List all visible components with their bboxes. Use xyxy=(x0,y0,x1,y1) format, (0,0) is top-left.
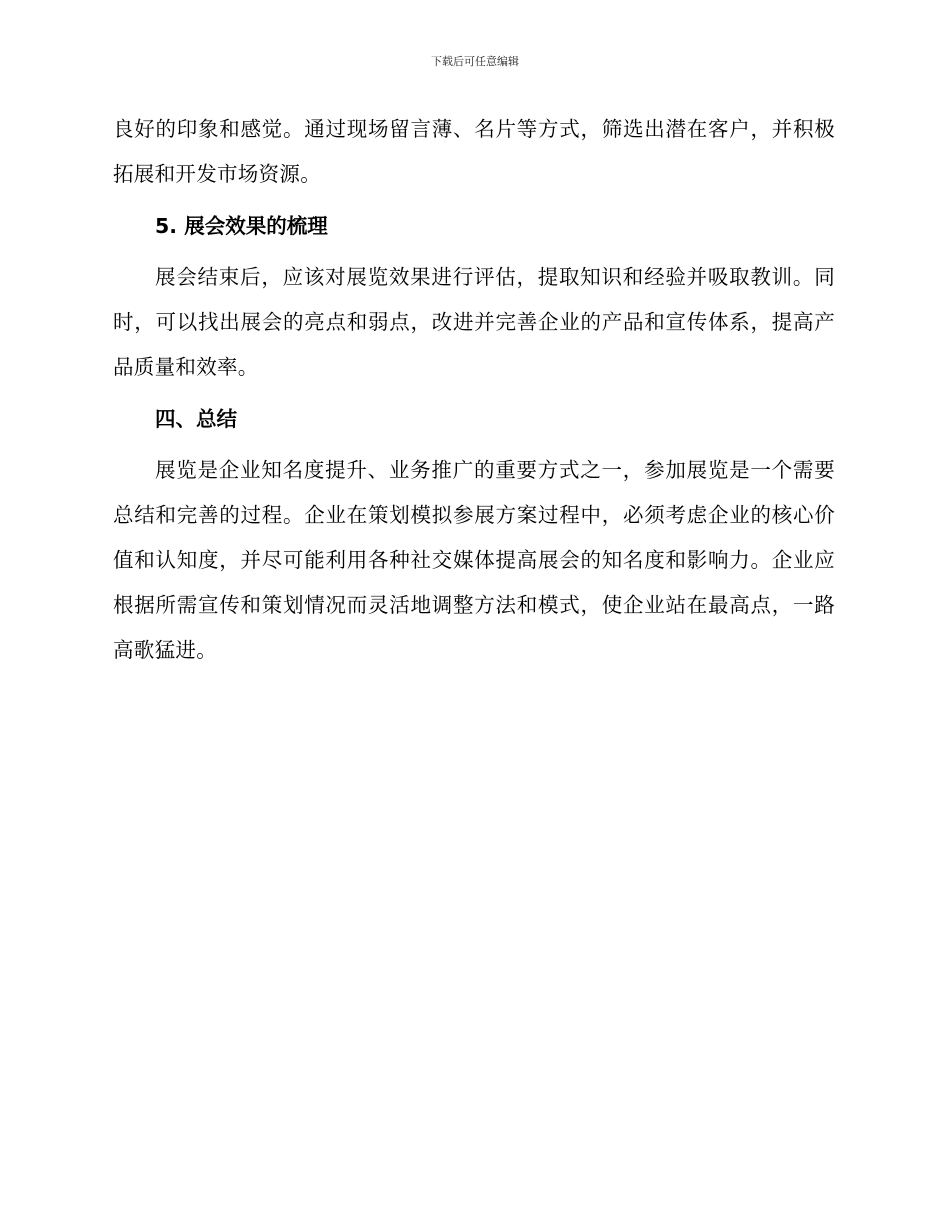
document-body xyxy=(113,107,835,673)
paragraph-summary: 展览是企业知名度提升、业务推广的重要方式之一，参加展览是一个需要总结和完善的过程。企业在策划模拟参展方案过程中，必须考虑企业的核心价值和认知度，并尽可能利用各种社交媒体提高展会的知名度和影响力。企业应根据所需宣传和策划情况而灵活地调整方法和模式，使企业站在最高点，一路高歌猛进。 xyxy=(113,458,835,662)
page-header: 下载后可任意编辑 xyxy=(431,55,519,68)
paragraph-continuation: 良好的印象和感觉。通过现场留言薄、名片等方式，筛选出潜在客户，并积极拓展和开发市场资源。 xyxy=(113,117,835,186)
section-heading-5: 5. 展会效果的梳理 xyxy=(155,214,328,238)
section-heading-summary: 四、总结 xyxy=(155,407,237,431)
paragraph-exhibition-effect: 展会结束后，应该对展览效果进行评估，提取知识和经验并吸取教训。同时，可以找出展会的亮点和弱点，改进并完善企业的产品和宣传体系，提高产品质量和效率。 xyxy=(113,265,835,379)
